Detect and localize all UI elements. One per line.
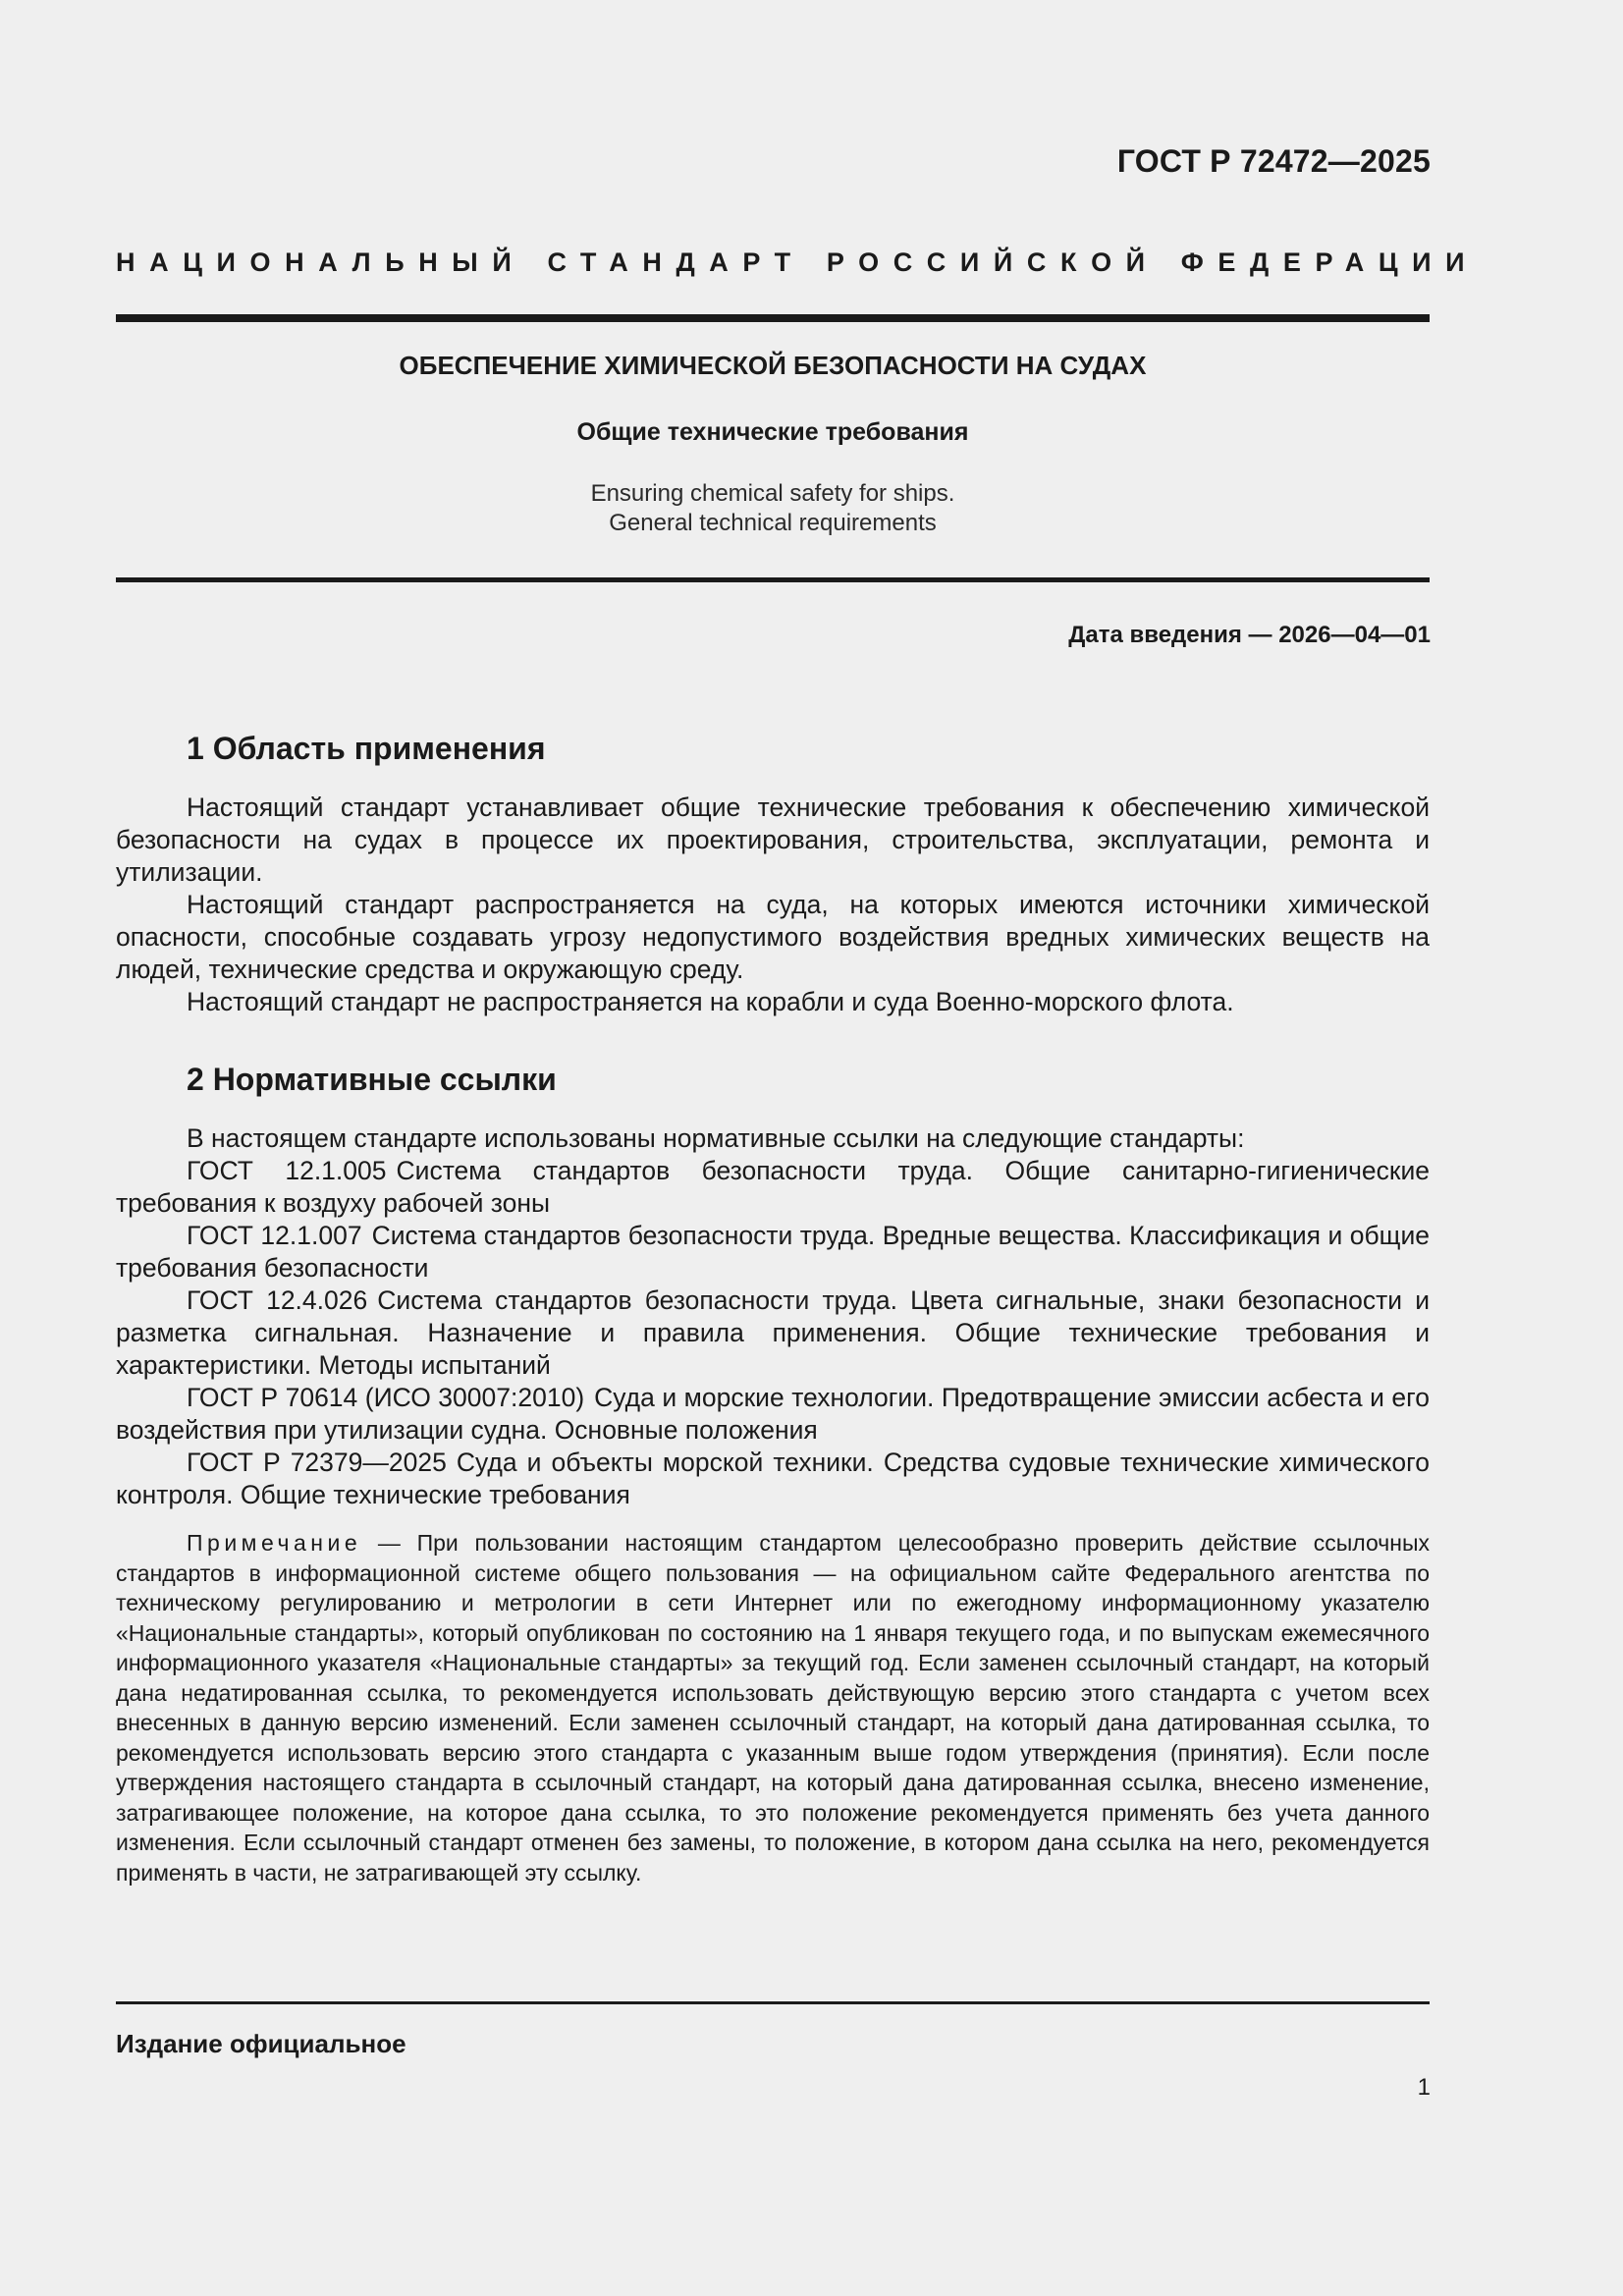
document-title: ОБЕСПЕЧЕНИЕ ХИМИЧЕСКОЙ БЕЗОПАСНОСТИ НА СУДАХ [399, 351, 1147, 380]
reference-item [116, 1447, 1430, 1511]
paragraph: Настоящий стандарт устанавливает общие технические требования к обеспечению химической безопасности на судах в процессе их проектирования, строительства, эксплуатации, ремонта и утилизации. [116, 793, 1430, 887]
note-block [116, 1528, 1430, 1887]
introduction-date: Дата введения — 2026—04—01 [1068, 622, 1431, 648]
note-label: Примечание [187, 1530, 362, 1556]
reference-title: Суда и морские технологии. Предотвращение эмиссии асбеста и его воздействия при утилизации судна. Основные положения [116, 1383, 1430, 1445]
reference-code: ГОСТ Р 72379—2025 [187, 1448, 447, 1477]
standard-type-header: НАЦИОНАЛЬНЫЙ СТАНДАРТ РОССИЙСКОЙ ФЕДЕРАЦИИ [116, 247, 1480, 277]
reference-item [116, 1220, 1430, 1285]
paragraph: В настоящем стандарте использованы нормативные ссылки на следующие стандарты: [187, 1123, 1245, 1153]
note-text: — При пользовании настоящим стандартом целесообразно проверить действие ссылочных стандартов в информационной системе общего пользования — на официальном сайте Федерального агентства по техническому регулированию и метрологии в сети Интернет или по ежегодному информационному указателю «Национальные стандарты», который опубликован по состоянию на 1 января текущего года, и по выпускам ежемесячного информационного указателя «Национальные стандарты» за текущий год. Если заменен ссылочный стандарт, на который дана недатированная ссылка, то рекомендуется использовать действующую версию этого стандарта с учетом всех внесенных в данную версию изменений. Если заменен ссылочный стандарт, на который дана датированная ссылка, то рекомендуется использовать версию этого стандарта с указанным выше годом утверждения (принятия). Если после утверждения настоящего стандарта в ссылочный стандарт, на который дана датированная ссылка, внесено изменение, затрагивающее положение, на которое дана ссылка, то это положение рекомендуется применять без учета данного изменения. Если ссылочный стандарт отменен без замены, то положение, в котором дана ссылка на него, рекомендуется применять в части, не затрагивающей эту ссылку. [116, 1530, 1430, 1886]
reference-title: Система стандартов безопасности труда. Цвета сигнальные, знаки безопасности и разметка сигнальная. Назначение и правила применения. Общие технические требования и характеристики. Методы испытаний [116, 1285, 1431, 1380]
reference-title: Система стандартов безопасности труда. Общие санитарно-гигиенические требования к воздуху рабочей зоны [116, 1156, 1431, 1218]
paragraph: Настоящий стандарт не распространяется на корабли и суда Военно-морского флота. [187, 987, 1234, 1016]
paragraph: Настоящий стандарт распространяется на суда, на которых имеются источники химической опасности, способные создавать угрозу недопустимого воздействия вредных химических веществ на людей, технические средства и окружающую среду. [116, 890, 1430, 984]
section-2-heading: 2 Нормативные ссылки [187, 1062, 557, 1097]
document-number: ГОСТ Р 72472—2025 [1116, 143, 1431, 179]
edition-label: Издание официальное [116, 2029, 406, 2058]
reference-item [116, 1382, 1430, 1447]
reference-code: ГОСТ 12.4.026 [187, 1285, 368, 1315]
title-divider [116, 577, 1430, 582]
page-number: 1 [1417, 2074, 1431, 2101]
english-title-line-2: General technical requirements [609, 510, 937, 536]
reference-code: ГОСТ Р 70614 (ИСО 30007:2010) [187, 1383, 585, 1412]
reference-item [116, 1155, 1430, 1220]
section-2-body [116, 1122, 1430, 1511]
section-1-body [116, 792, 1430, 1018]
note-paragraph [116, 1528, 1430, 1887]
document-subtitle: Общие технические требования [576, 418, 969, 446]
english-title-line-1: Ensuring chemical safety for ships. [590, 480, 955, 507]
reference-title: Суда и объекты морской техники. Средства судовые технические химического контроля. Общие технические требования [116, 1448, 1430, 1509]
reference-item [116, 1285, 1430, 1382]
section-1-heading: 1 Область применения [187, 731, 546, 766]
reference-code: ГОСТ 12.1.007 [187, 1221, 362, 1250]
reference-code: ГОСТ 12.1.005 [187, 1156, 387, 1185]
reference-title: Система стандартов безопасности труда. Вредные вещества. Классификация и общие требования безопасности [116, 1221, 1430, 1283]
header-divider [116, 314, 1430, 322]
footer-divider [116, 2001, 1430, 2004]
